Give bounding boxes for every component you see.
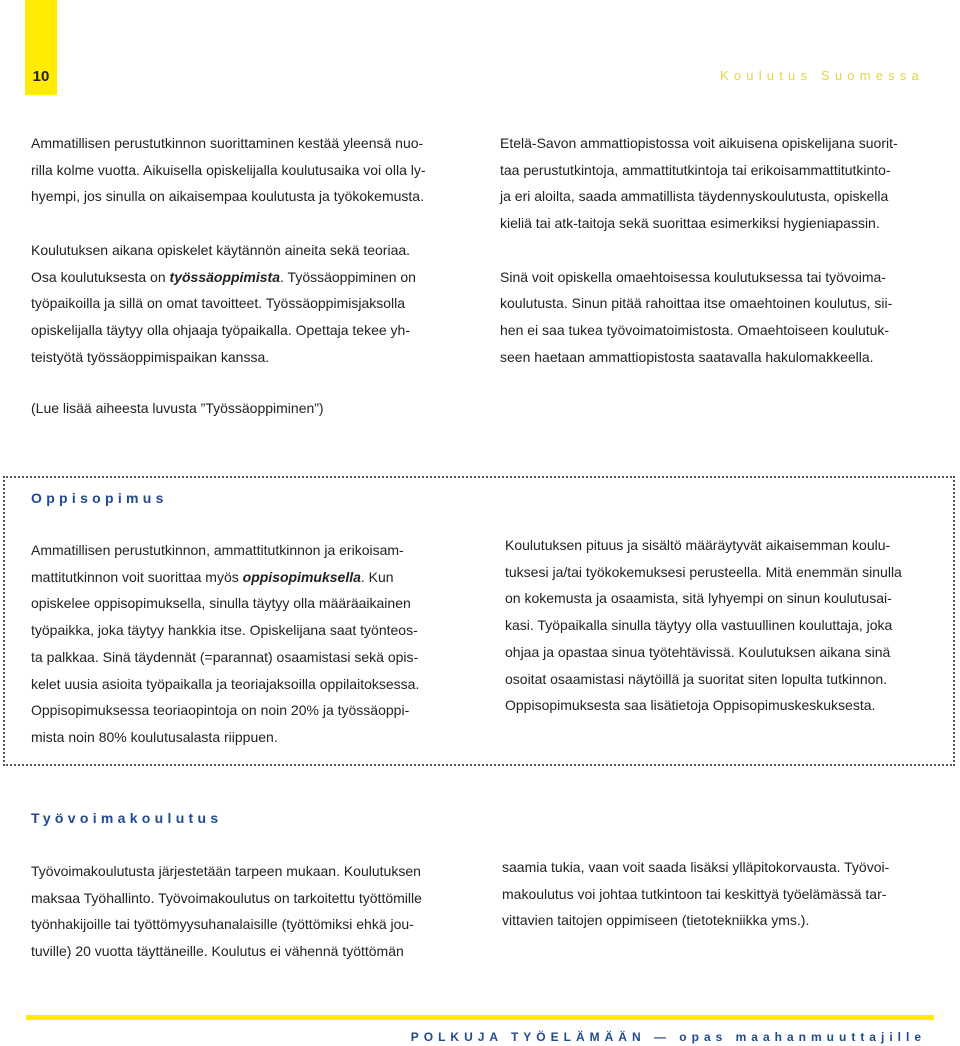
- running-head: Koulutus Suomessa: [719, 68, 924, 83]
- text-line: kasi. Työpaikalla sinulla täytyy olla vastuullinen kouluttaja, joka: [505, 617, 893, 634]
- oppisopimus-left-column: [31, 537, 461, 751]
- text-line: seen haetaan ammattiopistosta saatavalla hakulomakkeella.: [500, 348, 874, 365]
- text-line: Koulutuksen pituus ja sisältö määräytyvät aikaisemman koulu-: [505, 537, 891, 553]
- footer-rule: [26, 1015, 934, 1020]
- text-line: [31, 564, 461, 591]
- text-line: Ammatillisen perustutkinnon suorittaminen kestää yleensä nuo-: [31, 135, 424, 151]
- text-fragment: Osa koulutuksesta on: [31, 268, 170, 285]
- text-line: hen ei saa tukea työvoimatoimistosta. Omaehtoiseen koulutuk-: [500, 321, 890, 338]
- intro-right-column: [500, 130, 940, 370]
- tyovoimakoulutus-right-column: [502, 854, 942, 934]
- text-line: mista noin 80% koulutusalasta riippuen.: [31, 728, 278, 745]
- text-line: opiskelijalla täytyy olla ohjaaja työpaikalla. Opettaja tekee yh-: [31, 321, 410, 338]
- page-number-tab: [25, 0, 57, 95]
- text-line: tuville) 20 vuotta täyttäneille. Koulutus ei vähennä työttömän: [31, 943, 404, 960]
- page-number: 10: [32, 68, 50, 85]
- text-line: Etelä-Savon ammattiopistossa voit aikuisena opiskelijana suorit-: [500, 135, 898, 151]
- text-line: koulutusta. Sinun pitää rahoittaa itse omaehtoinen koulutus, sii-: [500, 295, 893, 312]
- term-tyossaoppiminen: työssäoppimista: [169, 268, 281, 285]
- text-line: opiskelee oppisopimuksella, sinulla täytyy olla määräaikainen: [31, 595, 411, 612]
- tyovoimakoulutus-left-column: [31, 858, 461, 965]
- reference-note: (Lue lisää aiheesta luvusta ”Työssäoppiminen”): [31, 400, 324, 416]
- text-line: Ammatillisen perustutkinnon, ammattitutkinnon ja erikoisam-: [31, 542, 404, 558]
- text-line: ta palkkaa. Sinä täydennät (=parannat) osaamistasi sekä opis-: [31, 648, 419, 665]
- text-line: [31, 264, 471, 291]
- text-line: rilla kolme vuotta. Aikuisella opiskelijalla koulutusaika voi olla ly-: [31, 161, 426, 178]
- text-line: makoulutus voi johtaa tutkintoon tai keskittyä työelämässä tar-: [502, 885, 887, 902]
- section-heading-tyovoimakoulutus: Työvoimakoulutus: [31, 810, 223, 826]
- text-line: Oppisopimuksessa teoriaopintoja on noin 20% ja työssäoppi-: [31, 702, 410, 719]
- text-line: kieliä tai atk-taitoja sekä suorittaa esimerkiksi hygieniapassin.: [500, 215, 880, 232]
- text-line: teistyötä työssäoppimispaikan kanssa.: [31, 348, 270, 365]
- section-heading-oppisopimus: Oppisopimus: [31, 490, 168, 506]
- footer-title: POLKUJA TYÖELÄMÄÄN — opas maahanmuuttajille: [410, 1030, 926, 1044]
- text-line: hyempi, jos sinulla on aikaisempaa koulutusta ja työkokemusta.: [31, 188, 424, 205]
- text-fragment: mattitutkinnon voit suorittaa myös: [31, 568, 243, 585]
- text-line: ohjaa ja opastaa sinua työtehtävissä. Koulutuksen aikana sinä: [505, 643, 891, 660]
- text-line: Oppisopimuksesta saa lisätietoja Oppisopimuskeskuksesta.: [505, 697, 876, 714]
- text-line: ja eri aloilta, saada ammatillista täydennyskoulutusta, opiskella: [500, 188, 889, 205]
- text-line: Sinä voit opiskella omaehtoisessa koulutuksessa tai työvoima-: [500, 268, 886, 285]
- text-fragment: . Työssäoppiminen on: [280, 268, 416, 285]
- text-fragment: . Kun: [360, 568, 394, 585]
- text-line: kelet uusia asioita työpaikalla ja teoriajaksoilla oppilaitoksessa.: [31, 675, 420, 692]
- text-line: Työvoimakoulutusta järjestetään tarpeen mukaan. Koulutuksen: [31, 863, 421, 879]
- term-oppisopimus: oppisopimuksella: [242, 568, 361, 585]
- text-line: tuksesi ja/tai työkokemuksesi perusteella. Mitä enemmän sinulla: [505, 563, 902, 580]
- text-line: on kokemusta ja osaamista, sitä lyhyempi on sinun koulutusai-: [505, 590, 892, 607]
- text-line: työnhakijoille tai työttömyysuhanalaisille (työttömiksi ehkä jou-: [31, 916, 414, 933]
- text-line: osoitat osaamistasi näytöillä ja suoritat siten lopulta tutkinnon.: [505, 670, 888, 687]
- text-line: vittavien taitojen oppimiseen (tietotekniikka yms.).: [502, 912, 810, 929]
- text-line: työpaikka, joka täytyy hankkia itse. Opiskelijana saat työnteos-: [31, 622, 418, 639]
- intro-left-column: [31, 130, 471, 370]
- oppisopimus-right-column: [505, 532, 940, 719]
- text-line: Koulutuksen aikana opiskelet käytännön aineita sekä teoriaa.: [31, 241, 411, 258]
- text-line: saamia tukia, vaan voit saada lisäksi ylläpitokorvausta. Työvoi-: [502, 859, 890, 875]
- text-line: työpaikoilla ja sillä on omat tavoitteet. Työssäoppimisjaksolla: [31, 295, 406, 312]
- text-line: taa perustutkintoja, ammattitutkintoja tai erikoisammattitutkinto-: [500, 161, 891, 178]
- text-line: maksaa Työhallinto. Työvoimakoulutus on tarkoitettu työttömille: [31, 889, 422, 906]
